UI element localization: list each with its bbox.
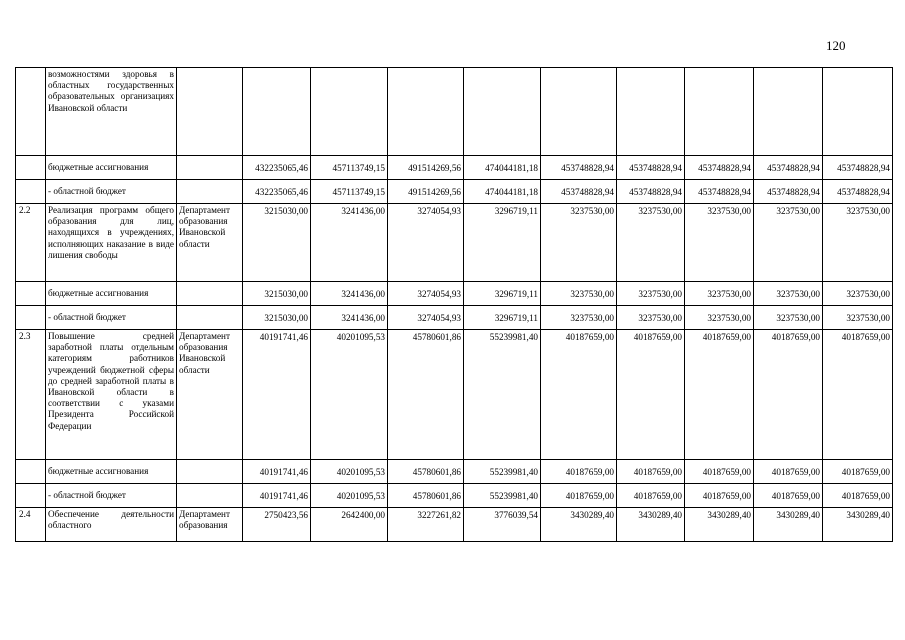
amount-cell: 474044181,18 [464,156,541,180]
table-subrow [16,484,893,508]
amount-cell: 457113749,15 [311,180,388,204]
amount-cell: 40187659,00 [685,460,754,484]
amount-cell: 453748828,94 [823,180,893,204]
amount-cell: 3241436,00 [311,306,388,330]
amount-cell: 40201095,53 [311,484,388,508]
amount-cell: 40187659,00 [823,484,893,508]
amount-cell: 3237530,00 [541,204,617,282]
amount-cell: 40191741,46 [243,460,311,484]
amount-cell: 491514269,56 [388,156,464,180]
amount-cell: 40187659,00 [541,484,617,508]
amount-cell: 3430289,40 [685,508,754,542]
department-cell [177,68,243,156]
funding-source-cell: - областной бюджет [46,180,177,204]
amount-cell: 3237530,00 [823,306,893,330]
amount-cell: 3227261,82 [388,508,464,542]
row-number-cell [16,156,46,180]
amount-cell: 453748828,94 [685,180,754,204]
department-cell: Департамент образования Ивановской области [177,204,243,282]
amount-cell [388,68,464,156]
amount-cell: 3237530,00 [617,204,685,282]
amount-cell: 3430289,40 [541,508,617,542]
table-subrow [16,156,893,180]
table-subrow [16,306,893,330]
amount-cell: 40187659,00 [541,460,617,484]
amount-cell: 55239981,40 [464,330,541,460]
amount-cell: 432235065,46 [243,156,311,180]
department-cell [177,282,243,306]
amount-cell: 3274054,93 [388,306,464,330]
amount-cell: 453748828,94 [754,156,823,180]
amount-cell: 3237530,00 [541,282,617,306]
row-number-cell [16,180,46,204]
amount-cell: 40187659,00 [823,330,893,460]
funding-source-cell: - областной бюджет [46,484,177,508]
amount-cell: 3237530,00 [685,282,754,306]
row-number-cell [16,68,46,156]
amount-cell: 45780601,86 [388,330,464,460]
amount-cell: 3215030,00 [243,282,311,306]
item-name-cell: возможностями здоровья в областных государственных образовательных организациях Ивановской области [46,68,177,156]
item-name-cell: Обеспечение деятельности областного [46,508,177,542]
amount-cell: 40201095,53 [311,460,388,484]
item-name-cell: Реализация программ общего образования для лиц, находящихся в учреждениях, исполняющих наказание в виде лишения свободы [46,204,177,282]
amount-cell: 3237530,00 [541,306,617,330]
amount-cell: 2750423,56 [243,508,311,542]
amount-cell: 453748828,94 [541,180,617,204]
amount-cell: 40187659,00 [541,330,617,460]
department-cell [177,460,243,484]
funding-source-cell: бюджетные ассигнования [46,282,177,306]
amount-cell: 3237530,00 [754,204,823,282]
amount-cell: 453748828,94 [754,180,823,204]
department-cell [177,156,243,180]
amount-cell: 40187659,00 [823,460,893,484]
amount-cell: 3237530,00 [685,204,754,282]
amount-cell: 40187659,00 [617,484,685,508]
row-number-cell [16,484,46,508]
amount-cell [823,68,893,156]
amount-cell [685,68,754,156]
amount-cell: 55239981,40 [464,484,541,508]
amount-cell: 40187659,00 [617,460,685,484]
item-name-cell: Повышение средней заработной платы отдельным категориям работников учреждений бюджетной сферы до средней заработной платы в Ивановской области в соответствии с указами Президента Российской Федерации [46,330,177,460]
amount-cell: 3215030,00 [243,204,311,282]
amount-cell: 3215030,00 [243,306,311,330]
amount-cell: 3237530,00 [754,282,823,306]
amount-cell: 3296719,11 [464,282,541,306]
amount-cell: 40191741,46 [243,484,311,508]
amount-cell: 453748828,94 [685,156,754,180]
amount-cell: 453748828,94 [617,156,685,180]
department-cell [177,180,243,204]
row-number-cell [16,282,46,306]
amount-cell [464,68,541,156]
amount-cell: 432235065,46 [243,180,311,204]
table-subrow [16,460,893,484]
amount-cell: 457113749,15 [311,156,388,180]
amount-cell: 3430289,40 [754,508,823,542]
row-number-cell: 2.4 [16,508,46,542]
page-number: 120 [826,38,846,53]
amount-cell: 3237530,00 [685,306,754,330]
row-number-cell [16,460,46,484]
row-number-cell: 2.3 [16,330,46,460]
amount-cell: 55239981,40 [464,460,541,484]
amount-cell [243,68,311,156]
amount-cell: 3430289,40 [823,508,893,542]
amount-cell: 3237530,00 [617,282,685,306]
amount-cell: 453748828,94 [617,180,685,204]
amount-cell: 40187659,00 [754,330,823,460]
amount-cell: 3430289,40 [617,508,685,542]
amount-cell: 3241436,00 [311,282,388,306]
department-cell: Департамент образования [177,508,243,542]
amount-cell: 3274054,93 [388,282,464,306]
amount-cell: 40187659,00 [617,330,685,460]
amount-cell: 40191741,46 [243,330,311,460]
amount-cell: 3241436,00 [311,204,388,282]
table-subrow [16,282,893,306]
amount-cell: 45780601,86 [388,460,464,484]
amount-cell: 453748828,94 [823,156,893,180]
amount-cell: 40187659,00 [685,330,754,460]
amount-cell: 3274054,93 [388,204,464,282]
row-number-cell: 2.2 [16,204,46,282]
amount-cell: 40187659,00 [754,484,823,508]
table-row [16,204,893,282]
funding-source-cell: - областной бюджет [46,306,177,330]
budget-table [15,67,893,542]
amount-cell: 3237530,00 [823,204,893,282]
amount-cell: 474044181,18 [464,180,541,204]
table-row [16,68,893,156]
department-cell: Департамент образования Ивановской области [177,330,243,460]
amount-cell: 3237530,00 [823,282,893,306]
amount-cell [754,68,823,156]
amount-cell: 45780601,86 [388,484,464,508]
row-number-cell [16,306,46,330]
amount-cell: 491514269,56 [388,180,464,204]
table-subrow [16,180,893,204]
funding-source-cell: бюджетные ассигнования [46,156,177,180]
department-cell [177,484,243,508]
amount-cell [541,68,617,156]
amount-cell: 3296719,11 [464,204,541,282]
amount-cell [617,68,685,156]
amount-cell [311,68,388,156]
amount-cell: 3237530,00 [617,306,685,330]
amount-cell: 3237530,00 [754,306,823,330]
amount-cell: 40201095,53 [311,330,388,460]
amount-cell: 3776039,54 [464,508,541,542]
funding-source-cell: бюджетные ассигнования [46,460,177,484]
amount-cell: 40187659,00 [685,484,754,508]
amount-cell: 3296719,11 [464,306,541,330]
amount-cell: 40187659,00 [754,460,823,484]
amount-cell: 453748828,94 [541,156,617,180]
department-cell [177,306,243,330]
amount-cell: 2642400,00 [311,508,388,542]
table-row [16,330,893,460]
table-row [16,508,893,542]
